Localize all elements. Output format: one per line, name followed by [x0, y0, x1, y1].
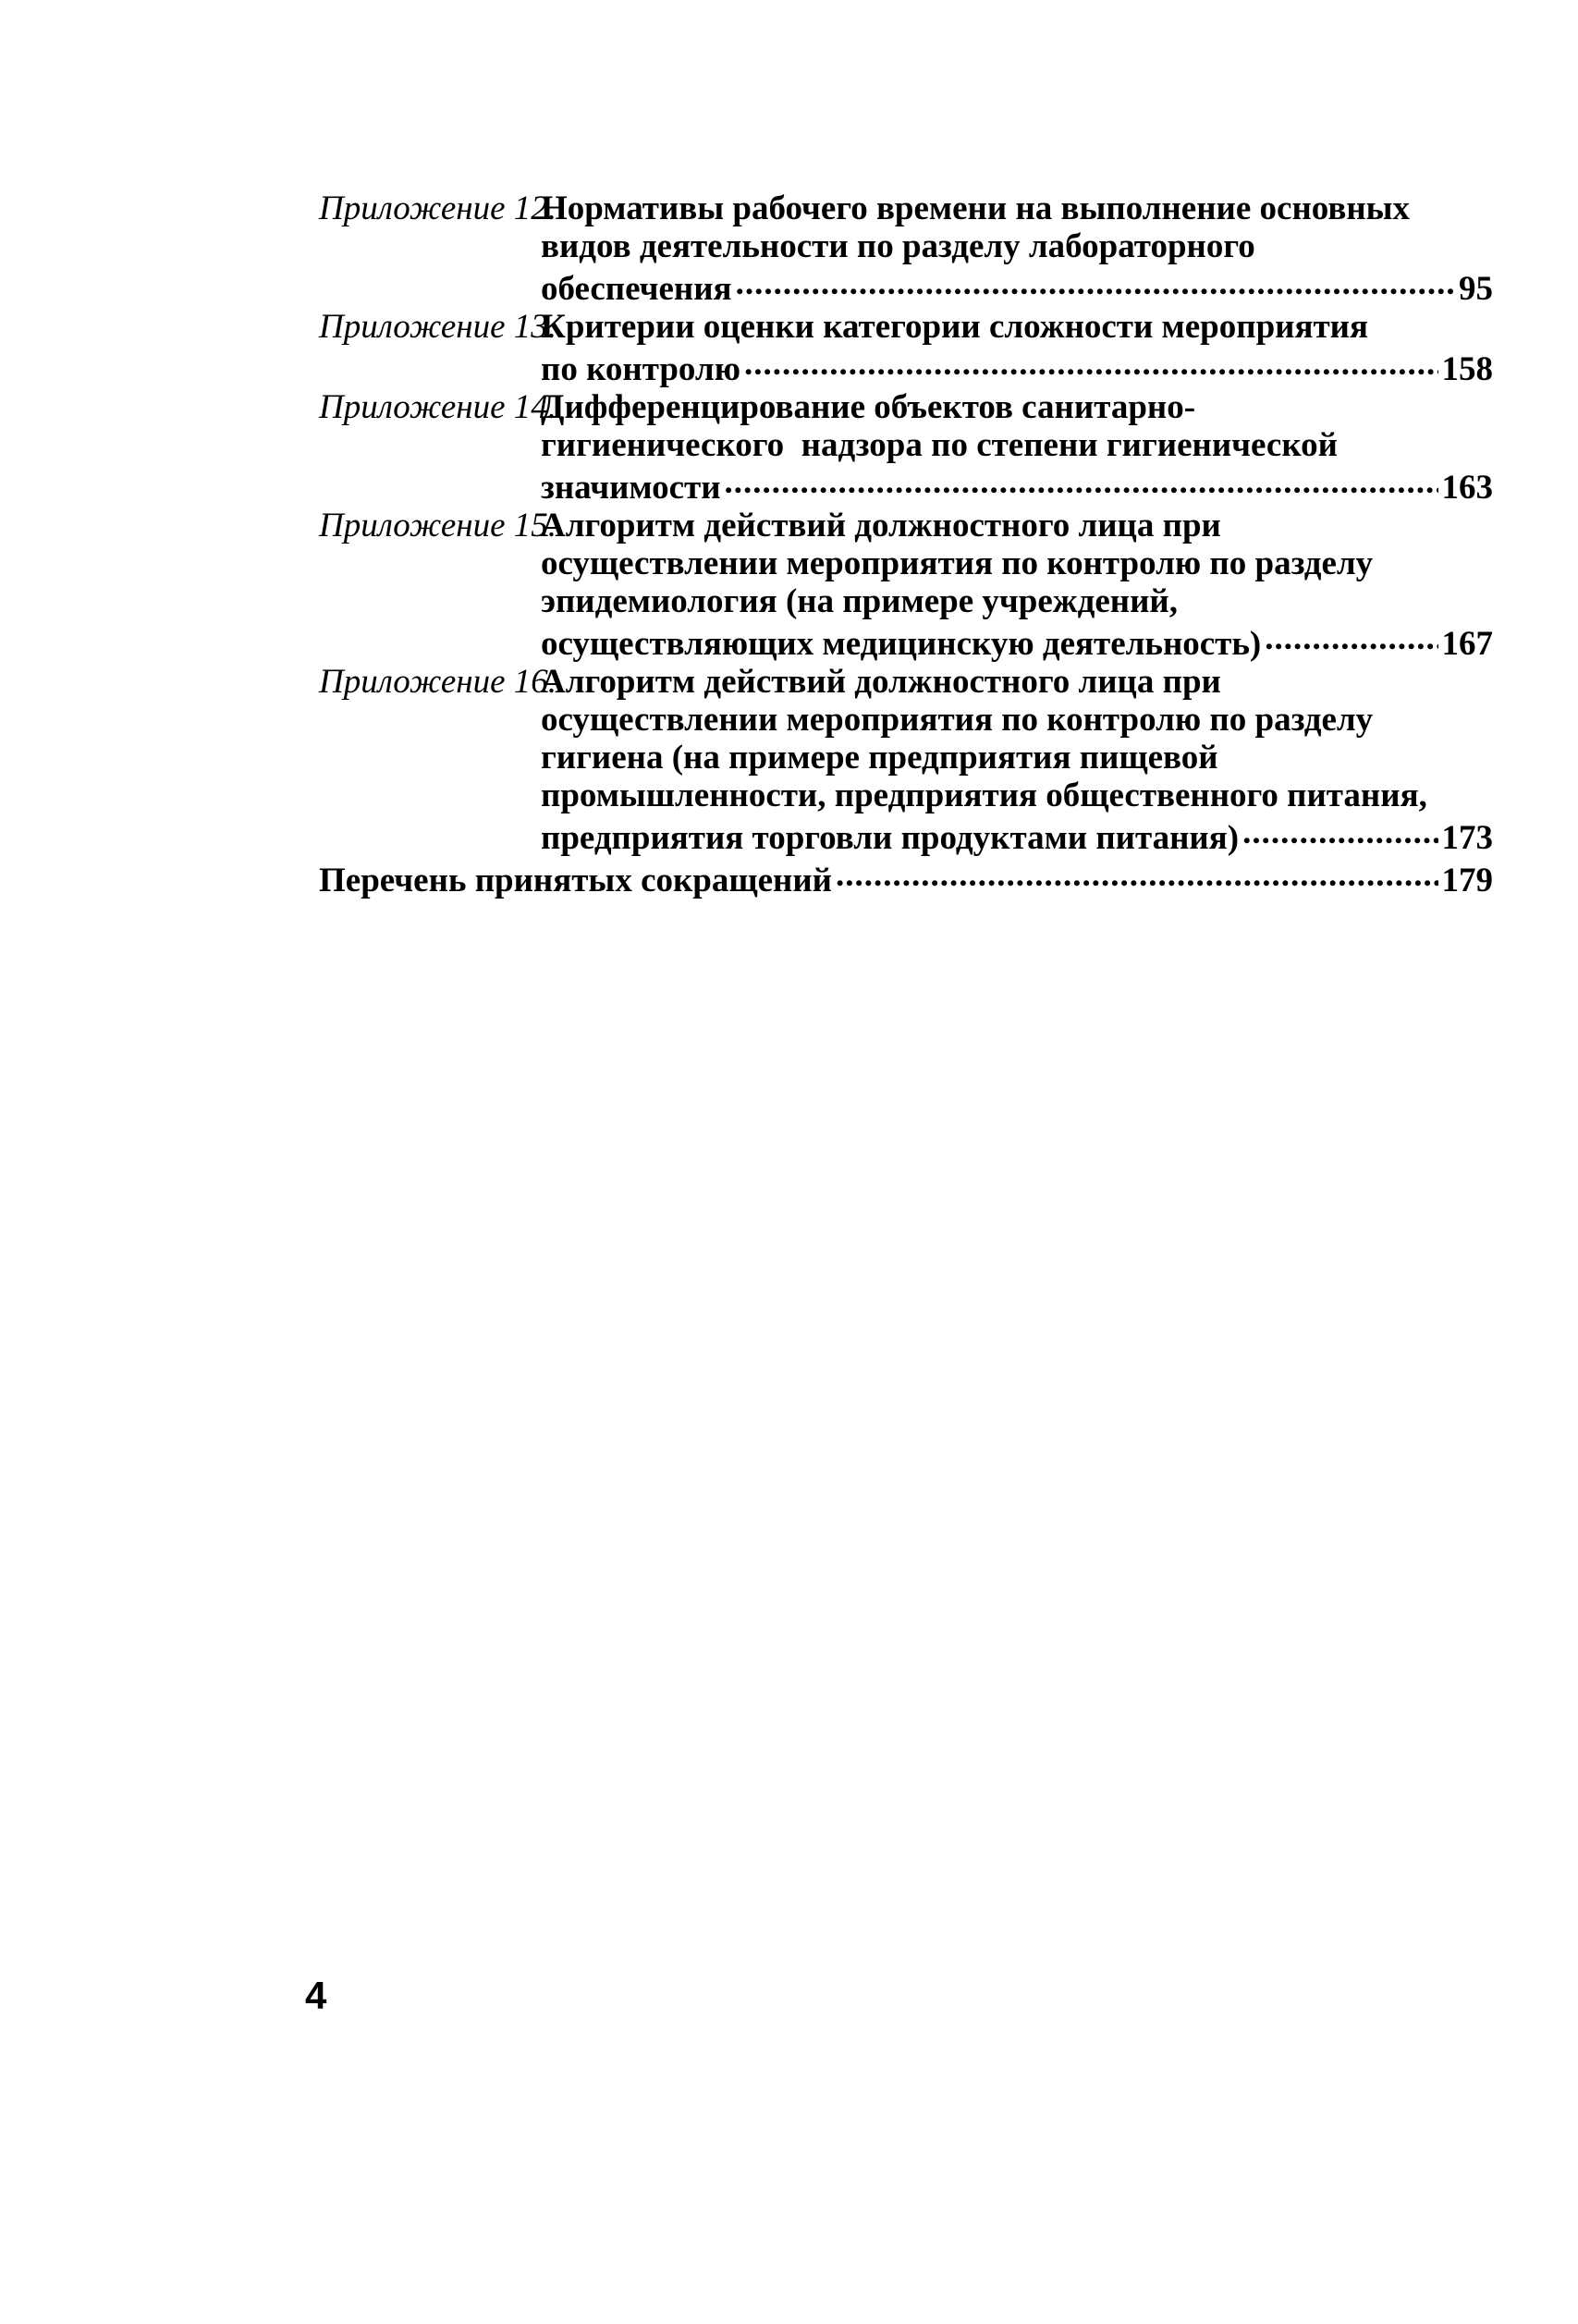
toc-entry-line: Алгоритм действий должностного лица при [541, 507, 1221, 544]
toc-entry-line: Нормативы рабочего времени на выполнение основных [541, 190, 1411, 227]
toc-entry-leader [541, 620, 1493, 663]
toc-entry-leader [541, 346, 1493, 388]
toc-entry-line: значимости [541, 469, 721, 507]
toc-entry-line: эпидемиология (на примере учреждений, [541, 582, 1178, 620]
dot-leader [1242, 814, 1437, 849]
toc-page-number: 173 [1441, 819, 1493, 857]
toc-entry-line: Критерии оценки категории сложности мероприятия [541, 308, 1368, 346]
toc-entry-line: осуществляющих медицинскую деятельность) [541, 625, 1262, 663]
toc-entry-label: Перечень принятых сокращений [319, 862, 832, 899]
toc-entry-appendix-16[interactable] [319, 663, 1493, 857]
dot-leader [1265, 620, 1437, 654]
toc-entry-appendix-12[interactable] [319, 190, 1493, 308]
toc-entry-line: осуществлении мероприятия по контролю по разделу [541, 544, 1374, 582]
toc-entry-line: по контролю [541, 350, 740, 388]
toc-page-number: 167 [1441, 625, 1493, 663]
toc-entry-leader [319, 857, 1493, 899]
toc-page-number: 179 [1441, 862, 1493, 899]
toc-entry-line: гигиенического надзора по степени гигиенической [541, 426, 1338, 464]
toc-entry-line: Дифференцирование объектов санитарно- [541, 388, 1196, 426]
toc-entry-line: промышленности, предприятия общественного питания, [541, 777, 1427, 814]
toc-entry-prefix: Приложение 14. [319, 388, 557, 426]
dot-leader [744, 346, 1438, 380]
dot-leader [725, 464, 1438, 498]
toc-entry-prefix: Приложение 16. [319, 663, 557, 701]
toc-entry-leader [541, 464, 1493, 507]
toc-entry-line: гигиена (на примере предприятия пищевой [541, 739, 1218, 777]
toc-entry-abbreviations[interactable] [319, 857, 1493, 899]
toc-entry-line: Алгоритм действий должностного лица при [541, 663, 1221, 701]
toc-entry-prefix: Приложение 15. [319, 507, 557, 544]
toc-entry-line: обеспечения [541, 270, 732, 308]
toc-entry-prefix: Приложение 13. [319, 308, 557, 346]
page-number: 4 [305, 1974, 327, 2017]
toc-entry-prefix: Приложение 12. [319, 190, 557, 227]
toc-entry-line: видов деятельности по разделу лабораторного [541, 227, 1255, 265]
toc-entry-line: предприятия торговли продуктами питания) [541, 819, 1240, 857]
toc-entry-appendix-13[interactable] [319, 308, 1493, 388]
toc-page-number: 163 [1441, 469, 1493, 507]
toc-entry-line: осуществлении мероприятия по контролю по разделу [541, 701, 1374, 739]
dot-leader [736, 265, 1455, 300]
toc-entry-appendix-15[interactable] [319, 507, 1493, 663]
toc-page-number: 158 [1441, 350, 1493, 388]
dot-leader [836, 857, 1438, 891]
toc-entry-leader [541, 265, 1493, 308]
toc-page-number: 95 [1459, 270, 1493, 308]
toc-entry-appendix-14[interactable] [319, 388, 1493, 507]
toc-entry-leader [541, 814, 1493, 857]
table-of-contents [319, 190, 1493, 899]
